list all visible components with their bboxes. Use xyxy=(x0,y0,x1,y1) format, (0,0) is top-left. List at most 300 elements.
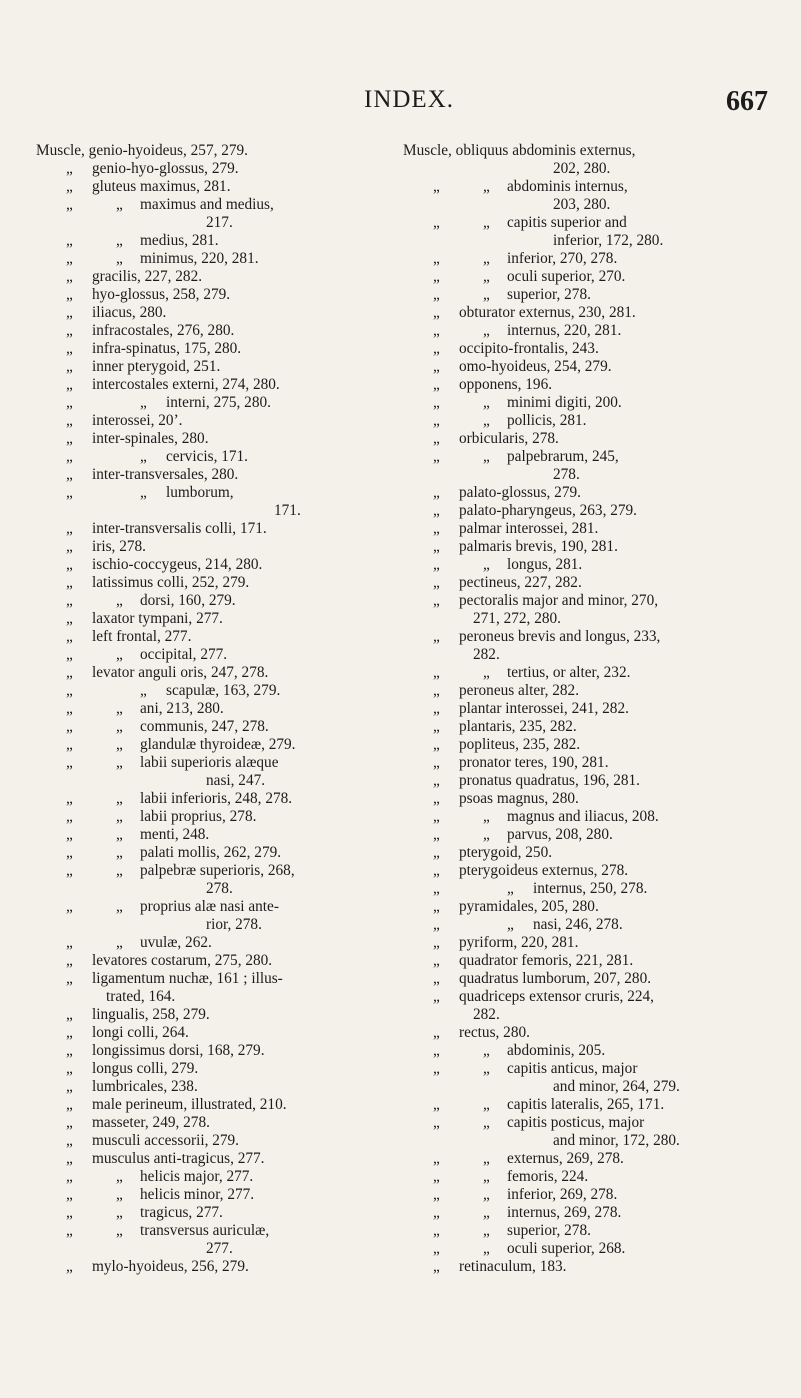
index-entry xyxy=(403,808,763,826)
ditto-mark: „ xyxy=(433,1150,440,1167)
index-entry xyxy=(36,1114,391,1132)
index-entry-text: palato-pharyngeus, 263, 279. xyxy=(459,502,637,519)
ditto-mark: „ xyxy=(433,808,440,825)
ditto-mark: „ xyxy=(116,862,123,879)
ditto-mark: „ xyxy=(66,754,73,771)
index-entry xyxy=(36,754,391,772)
ditto-mark: „ xyxy=(433,448,440,465)
index-entry xyxy=(36,142,391,160)
ditto-mark: „ xyxy=(483,214,490,231)
ditto-mark: „ xyxy=(66,1006,73,1023)
index-entry xyxy=(36,520,391,538)
index-entry xyxy=(403,1078,763,1096)
ditto-mark: „ xyxy=(433,1222,440,1239)
index-entry xyxy=(403,250,763,268)
index-entry-text: pyramidales, 205, 280. xyxy=(459,898,599,915)
index-entry xyxy=(403,1024,763,1042)
index-entry-text: 277. xyxy=(206,1240,233,1257)
ditto-mark: „ xyxy=(116,754,123,771)
index-entry xyxy=(36,862,391,880)
index-entry-text: 217. xyxy=(206,214,233,231)
index-entry xyxy=(403,1060,763,1078)
index-entry-text: oculi superior, 268. xyxy=(507,1240,626,1257)
index-entry-text: transversus auriculæ, xyxy=(140,1222,270,1239)
ditto-mark: „ xyxy=(66,538,73,555)
ditto-mark: „ xyxy=(483,1150,490,1167)
index-entry-text: ani, 213, 280. xyxy=(140,700,224,717)
index-entry xyxy=(36,934,391,952)
index-entry-text: maximus and medius, xyxy=(140,196,274,213)
index-entry xyxy=(36,1078,391,1096)
index-entry xyxy=(403,862,763,880)
ditto-mark: „ xyxy=(433,970,440,987)
ditto-mark: „ xyxy=(116,1222,123,1239)
index-entry xyxy=(403,304,763,322)
ditto-mark: „ xyxy=(116,700,123,717)
ditto-mark: „ xyxy=(66,196,73,213)
ditto-mark: „ xyxy=(433,592,440,609)
index-entry xyxy=(403,880,763,898)
ditto-mark: „ xyxy=(433,340,440,357)
index-entry-text: opponens, 196. xyxy=(459,376,553,393)
ditto-mark: „ xyxy=(116,196,123,213)
ditto-mark: „ xyxy=(433,628,440,645)
ditto-mark: „ xyxy=(433,790,440,807)
ditto-mark: „ xyxy=(66,844,73,861)
ditto-mark: „ xyxy=(483,808,490,825)
index-entry xyxy=(403,1222,763,1240)
ditto-mark: „ xyxy=(66,322,73,339)
index-entry xyxy=(403,178,763,196)
ditto-mark: „ xyxy=(116,250,123,267)
index-entry-text: popliteus, 235, 282. xyxy=(459,736,581,753)
ditto-mark: „ xyxy=(66,448,73,465)
index-entry xyxy=(403,952,763,970)
index-entry xyxy=(36,646,391,664)
index-entry-text: obturator externus, 230, 281. xyxy=(459,304,636,321)
index-entry xyxy=(36,178,391,196)
ditto-mark: „ xyxy=(116,736,123,753)
index-entry xyxy=(403,430,763,448)
ditto-mark: „ xyxy=(483,322,490,339)
index-entry xyxy=(403,556,763,574)
index-entry xyxy=(36,1204,391,1222)
index-entry-text: rectus, 280. xyxy=(459,1024,530,1041)
index-entry-text: palmaris brevis, 190, 281. xyxy=(459,538,618,555)
ditto-mark: „ xyxy=(116,592,123,609)
ditto-mark: „ xyxy=(140,394,147,411)
ditto-mark: „ xyxy=(66,574,73,591)
index-entry-text: latissimus colli, 252, 279. xyxy=(92,574,250,591)
index-entry-text: levatores costarum, 275, 280. xyxy=(92,952,273,969)
index-entry xyxy=(403,196,763,214)
index-entry-text: longus, 281. xyxy=(507,556,583,573)
index-entry xyxy=(403,682,763,700)
ditto-mark: „ xyxy=(433,682,440,699)
ditto-mark: „ xyxy=(66,484,73,501)
index-entry-text: longi colli, 264. xyxy=(92,1024,189,1041)
ditto-mark: „ xyxy=(66,1222,73,1239)
ditto-mark: „ xyxy=(483,1204,490,1221)
ditto-mark: „ xyxy=(66,430,73,447)
index-entry-text: occipito-frontalis, 243. xyxy=(459,340,599,357)
index-entry-text: interni, 275, 280. xyxy=(166,394,271,411)
index-entry-text: intercostales externi, 274, 280. xyxy=(92,376,280,393)
ditto-mark: „ xyxy=(483,556,490,573)
ditto-mark: „ xyxy=(483,664,490,681)
index-entry xyxy=(36,664,391,682)
index-entry-text: glandulæ thyroideæ, 279. xyxy=(140,736,296,753)
index-entry-text: retinaculum, 183. xyxy=(459,1258,567,1275)
index-entry-text: infracostales, 276, 280. xyxy=(92,322,235,339)
ditto-mark: „ xyxy=(66,952,73,969)
index-entry xyxy=(403,970,763,988)
ditto-mark: „ xyxy=(433,880,440,897)
index-entry xyxy=(36,970,391,988)
index-entry xyxy=(36,340,391,358)
ditto-mark: „ xyxy=(66,1132,73,1149)
index-entry xyxy=(36,808,391,826)
index-entry xyxy=(36,1150,391,1168)
index-entry xyxy=(36,538,391,556)
ditto-mark: „ xyxy=(483,826,490,843)
page-header xyxy=(0,86,801,126)
index-entry-text: Muscle, genio-hyoideus, 257, 279. xyxy=(36,142,249,159)
index-entry xyxy=(36,844,391,862)
ditto-mark: „ xyxy=(433,1186,440,1203)
index-entry-text: hyo-glossus, 258, 279. xyxy=(92,286,231,303)
index-entry-text: ligamentum nuchæ, 161 ; illus- xyxy=(92,970,283,987)
ditto-mark: „ xyxy=(483,286,490,303)
index-entry-text: ischio-coccygeus, 214, 280. xyxy=(92,556,263,573)
ditto-mark: „ xyxy=(66,664,73,681)
index-entry xyxy=(36,1168,391,1186)
ditto-mark: „ xyxy=(433,412,440,429)
ditto-mark: „ xyxy=(66,826,73,843)
ditto-mark: „ xyxy=(66,610,73,627)
index-entry-text: male perineum, illustrated, 210. xyxy=(92,1096,287,1113)
index-entry-text: cervicis, 171. xyxy=(166,448,248,465)
index-entry xyxy=(36,736,391,754)
ditto-mark: „ xyxy=(483,1060,490,1077)
index-entry xyxy=(403,520,763,538)
index-entry-text: laxator tympani, 277. xyxy=(92,610,223,627)
index-entry xyxy=(403,790,763,808)
ditto-mark: „ xyxy=(483,250,490,267)
ditto-mark: „ xyxy=(66,718,73,735)
index-entry xyxy=(403,610,763,628)
index-entry xyxy=(36,1096,391,1114)
index-entry-text: palato-glossus, 279. xyxy=(459,484,581,501)
ditto-mark: „ xyxy=(483,1168,490,1185)
index-entry xyxy=(403,718,763,736)
index-column-left xyxy=(36,142,391,1276)
index-entry-text: palpebræ superioris, 268, xyxy=(140,862,295,879)
ditto-mark: „ xyxy=(483,1222,490,1239)
ditto-mark: „ xyxy=(66,592,73,609)
index-entry-text: nasi, 247. xyxy=(206,772,266,789)
index-entry xyxy=(36,916,391,934)
index-entry xyxy=(403,664,763,682)
index-entry xyxy=(403,1132,763,1150)
index-entry-text: 278. xyxy=(206,880,233,897)
ditto-mark: „ xyxy=(66,1060,73,1077)
index-entry-text: internus, 269, 278. xyxy=(507,1204,622,1221)
ditto-mark: „ xyxy=(116,1204,123,1221)
index-entry-text: inferior, 269, 278. xyxy=(507,1186,618,1203)
ditto-mark: „ xyxy=(483,1114,490,1131)
index-entry xyxy=(36,502,391,520)
ditto-mark: „ xyxy=(66,304,73,321)
index-entry-text: lingualis, 258, 279. xyxy=(92,1006,210,1023)
index-entry-text: lumborum, xyxy=(166,484,234,501)
index-entry xyxy=(403,916,763,934)
index-entry-text: nasi, 246, 278. xyxy=(533,916,623,933)
index-entry-text: genio-hyo-glossus, 279. xyxy=(92,160,239,177)
ditto-mark: „ xyxy=(66,934,73,951)
index-entry xyxy=(403,826,763,844)
ditto-mark: „ xyxy=(66,1042,73,1059)
ditto-mark: „ xyxy=(66,340,73,357)
index-entry xyxy=(36,682,391,700)
ditto-mark: „ xyxy=(433,286,440,303)
ditto-mark: „ xyxy=(433,988,440,1005)
index-entry xyxy=(36,1132,391,1150)
index-entry-text: gracilis, 227, 282. xyxy=(92,268,203,285)
index-entry xyxy=(36,826,391,844)
index-entry xyxy=(36,700,391,718)
index-entry xyxy=(36,232,391,250)
index-entry xyxy=(36,466,391,484)
ditto-mark: „ xyxy=(116,1168,123,1185)
index-entry xyxy=(403,340,763,358)
ditto-mark: „ xyxy=(66,808,73,825)
index-entry-text: iliacus, 280. xyxy=(92,304,167,321)
index-entry xyxy=(403,448,763,466)
page-number: 667 xyxy=(726,86,768,117)
index-entry-text: 271, 272, 280. xyxy=(473,610,561,627)
ditto-mark: „ xyxy=(433,268,440,285)
ditto-mark: „ xyxy=(433,916,440,933)
ditto-mark: „ xyxy=(483,1042,490,1059)
index-entry xyxy=(403,628,763,646)
index-entry-text: femoris, 224. xyxy=(507,1168,589,1185)
ditto-mark: „ xyxy=(66,394,73,411)
ditto-mark: „ xyxy=(66,790,73,807)
index-entry-text: tragicus, 277. xyxy=(140,1204,223,1221)
ditto-mark: „ xyxy=(483,178,490,195)
ditto-mark: „ xyxy=(66,1204,73,1221)
index-entry-text: capitis posticus, major xyxy=(507,1114,645,1131)
index-entry-text: pectoralis major and minor, 270, xyxy=(459,592,659,609)
index-entry-text: magnus and iliacus, 208. xyxy=(507,808,659,825)
index-entry-text: uvulæ, 262. xyxy=(140,934,212,951)
index-entry-text: musculus anti-tragicus, 277. xyxy=(92,1150,265,1167)
ditto-mark: „ xyxy=(433,556,440,573)
index-entry-text: peroneus alter, 282. xyxy=(459,682,580,699)
index-entry-text: oculi superior, 270. xyxy=(507,268,626,285)
index-entry xyxy=(403,772,763,790)
ditto-mark: „ xyxy=(433,376,440,393)
ditto-mark: „ xyxy=(66,1150,73,1167)
index-entry-text: palpebrarum, 245, xyxy=(507,448,619,465)
index-entry-text: interossei, 20’. xyxy=(92,412,183,429)
ditto-mark: „ xyxy=(483,1240,490,1257)
index-entry xyxy=(36,628,391,646)
ditto-mark: „ xyxy=(433,250,440,267)
index-entry-text: trated, 164. xyxy=(106,988,176,1005)
index-entry xyxy=(403,502,763,520)
index-entry-text: inferior, 270, 278. xyxy=(507,250,618,267)
index-entry-text: gluteus maximus, 281. xyxy=(92,178,231,195)
ditto-mark: „ xyxy=(66,1186,73,1203)
index-entry-text: tertius, or alter, 232. xyxy=(507,664,631,681)
index-entry-text: longus colli, 279. xyxy=(92,1060,199,1077)
index-entry-text: infra-spinatus, 175, 280. xyxy=(92,340,242,357)
ditto-mark: „ xyxy=(66,1096,73,1113)
ditto-mark: „ xyxy=(66,520,73,537)
ditto-mark: „ xyxy=(66,268,73,285)
index-entry-text: dorsi, 160, 279. xyxy=(140,592,236,609)
index-entry xyxy=(36,988,391,1006)
ditto-mark: „ xyxy=(66,178,73,195)
ditto-mark: „ xyxy=(433,304,440,321)
ditto-mark: „ xyxy=(433,844,440,861)
ditto-mark: „ xyxy=(433,898,440,915)
index-entry xyxy=(36,1186,391,1204)
ditto-mark: „ xyxy=(483,412,490,429)
ditto-mark: „ xyxy=(140,448,147,465)
index-entry-text: inter-spinales, 280. xyxy=(92,430,209,447)
ditto-mark: „ xyxy=(116,808,123,825)
index-entry-text: minimus, 220, 281. xyxy=(140,250,259,267)
ditto-mark: „ xyxy=(140,682,147,699)
index-entry-text: 171. xyxy=(274,502,301,519)
ditto-mark: „ xyxy=(433,1168,440,1185)
index-column-right xyxy=(403,142,763,1276)
index-entry-text: pterygoideus externus, 278. xyxy=(459,862,629,879)
ditto-mark: „ xyxy=(66,1258,73,1275)
index-entry xyxy=(36,592,391,610)
ditto-mark: „ xyxy=(433,700,440,717)
index-entry-text: quadrator femoris, 221, 281. xyxy=(459,952,634,969)
ditto-mark: „ xyxy=(433,1060,440,1077)
ditto-mark: „ xyxy=(433,754,440,771)
index-entry xyxy=(36,1060,391,1078)
index-entry xyxy=(36,196,391,214)
index-entry-text: mylo-hyoideus, 256, 279. xyxy=(92,1258,249,1275)
ditto-mark: „ xyxy=(116,232,123,249)
ditto-mark: „ xyxy=(66,736,73,753)
index-entry-text: omo-hyoideus, 254, 279. xyxy=(459,358,612,375)
index-entry-text: Muscle, obliquus abdominis externus, xyxy=(403,142,636,159)
index-entry xyxy=(36,1024,391,1042)
index-entry-text: internus, 220, 281. xyxy=(507,322,622,339)
index-entry xyxy=(403,538,763,556)
index-entry xyxy=(36,1042,391,1060)
index-entry xyxy=(36,394,391,412)
index-entry xyxy=(403,988,763,1006)
ditto-mark: „ xyxy=(433,1024,440,1041)
index-entry-text: parvus, 208, 280. xyxy=(507,826,613,843)
index-entry xyxy=(36,790,391,808)
index-entry-text: 202, 280. xyxy=(553,160,611,177)
ditto-mark: „ xyxy=(66,700,73,717)
index-entry xyxy=(403,736,763,754)
index-entry xyxy=(36,268,391,286)
index-entry-text: pronatus quadratus, 196, 281. xyxy=(459,772,640,789)
index-entry xyxy=(403,1042,763,1060)
index-entry xyxy=(36,952,391,970)
index-entry xyxy=(403,286,763,304)
index-entry xyxy=(403,592,763,610)
index-entry xyxy=(403,1114,763,1132)
index-entry xyxy=(36,574,391,592)
index-entry-text: iris, 278. xyxy=(92,538,146,555)
index-entry-text: inferior, 172, 280. xyxy=(553,232,664,249)
ditto-mark: „ xyxy=(66,970,73,987)
ditto-mark: „ xyxy=(483,1186,490,1203)
index-entry xyxy=(36,718,391,736)
index-entry-text: labii proprius, 278. xyxy=(140,808,257,825)
index-entry-text: labii superioris alæque xyxy=(140,754,279,771)
index-entry xyxy=(403,1006,763,1024)
index-entry xyxy=(36,1240,391,1258)
ditto-mark: „ xyxy=(116,1186,123,1203)
index-entry-text: musculi accessorii, 279. xyxy=(92,1132,239,1149)
index-entry-text: plantaris, 235, 282. xyxy=(459,718,577,735)
index-entry-text: and minor, 264, 279. xyxy=(553,1078,680,1095)
index-entry xyxy=(403,934,763,952)
ditto-mark: „ xyxy=(433,1114,440,1131)
index-entry-text: inter-transversales, 280. xyxy=(92,466,239,483)
index-entry-text: communis, 247, 278. xyxy=(140,718,269,735)
index-entry-text: levator anguli oris, 247, 278. xyxy=(92,664,269,681)
ditto-mark: „ xyxy=(433,1042,440,1059)
index-entry-text: 282. xyxy=(473,646,500,663)
index-entry-text: pectineus, 227, 282. xyxy=(459,574,582,591)
index-entry xyxy=(36,772,391,790)
ditto-mark: „ xyxy=(433,1096,440,1113)
ditto-mark: „ xyxy=(116,718,123,735)
index-entry-text: lumbricales, 238. xyxy=(92,1078,198,1095)
ditto-mark: „ xyxy=(116,844,123,861)
ditto-mark: „ xyxy=(433,394,440,411)
index-entry-text: psoas magnus, 280. xyxy=(459,790,579,807)
index-entry-text: menti, 248. xyxy=(140,826,210,843)
index-entry xyxy=(403,376,763,394)
index-entry xyxy=(36,160,391,178)
page-title: INDEX. xyxy=(364,86,455,113)
ditto-mark: „ xyxy=(483,1096,490,1113)
ditto-mark: „ xyxy=(507,880,514,897)
index-entry xyxy=(403,1258,763,1276)
index-entry xyxy=(403,1186,763,1204)
index-entry xyxy=(403,358,763,376)
index-entry-text: capitis anticus, major xyxy=(507,1060,638,1077)
index-entry-text: abdominis internus, xyxy=(507,178,628,195)
index-entry-text: plantar interossei, 241, 282. xyxy=(459,700,629,717)
ditto-mark: „ xyxy=(433,1240,440,1257)
ditto-mark: „ xyxy=(66,160,73,177)
ditto-mark: „ xyxy=(66,1024,73,1041)
index-entry xyxy=(36,430,391,448)
ditto-mark: „ xyxy=(66,682,73,699)
ditto-mark: „ xyxy=(66,412,73,429)
index-entry-text: externus, 269, 278. xyxy=(507,1150,624,1167)
ditto-mark: „ xyxy=(433,736,440,753)
index-entry-text: quadratus lumborum, 207, 280. xyxy=(459,970,652,987)
